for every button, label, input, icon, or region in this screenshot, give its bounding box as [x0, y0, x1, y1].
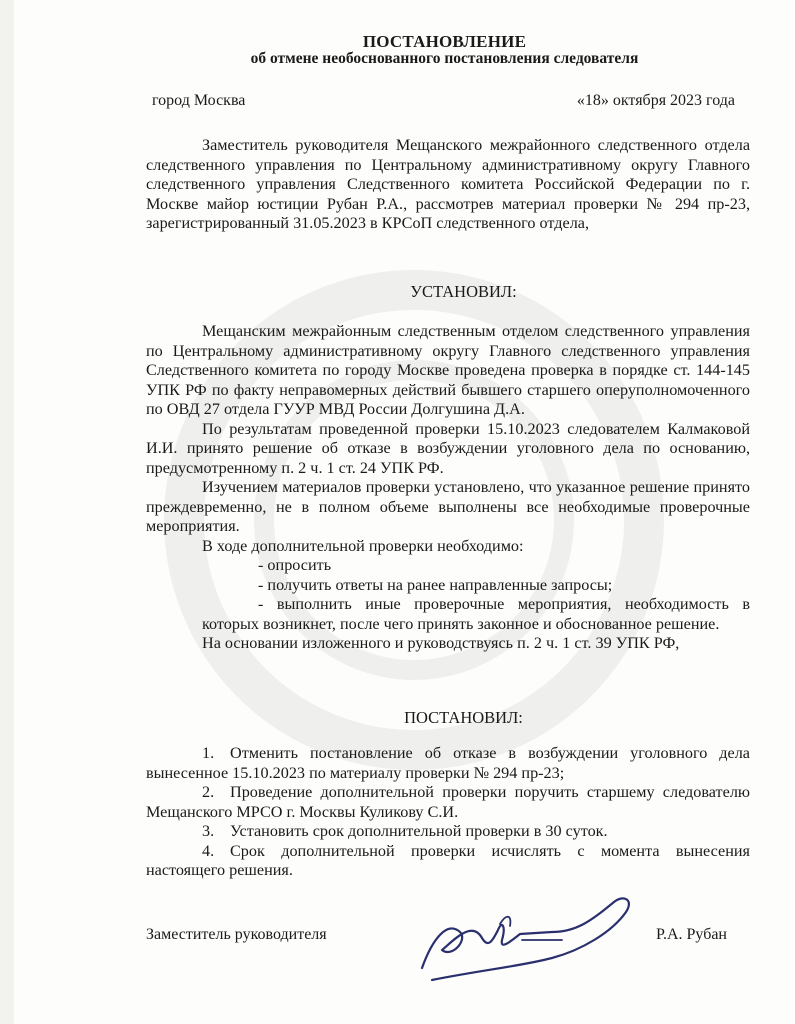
resolutions-block	[146, 744, 750, 881]
resolution-number: 2.	[202, 783, 215, 801]
resolution-item	[146, 783, 750, 822]
document-title: ПОСТАНОВЛЕНИЕ	[362, 32, 527, 51]
bullet-item: - выполнить иные проверочные мероприятия, необходимость в которых возникнет, после чего принять законное и обоснованное решение.	[202, 595, 750, 633]
basis-paragraph: На основании изложенного и руководствуясь п. 2 ч. 1 ст. 39 УПК РФ,	[202, 634, 680, 652]
date-text: «18» октября 2023 года	[576, 92, 735, 109]
additional-check-intro: В ходе дополнительной проверки необходимо:	[202, 536, 524, 555]
place-text: город Москва	[152, 92, 246, 109]
document-subtitle: об отмене необоснованного постановления следователя	[250, 50, 639, 67]
resolution-item	[146, 822, 750, 842]
intro-paragraph: Заместитель руководителя Мещанского межрайонного следственного отдела следственного управления по Центральному административному округу Главного следственного управления Следственного комитета Российской Федерации по г. Москве майор юстиции Рубан Р.А., рассмотрев материал проверки № 294 пр-23, зарегистрированный 31.05.2023 в КРСоП следственного отдела,	[146, 136, 750, 232]
bullet-item: - получить ответы на ранее направленные запросы;	[258, 575, 613, 594]
signature-role: Заместитель руководителя	[146, 926, 327, 943]
established-paragraph: Изучением материалов проверки установлено, что указанное решение принято преждевременно, не в полном объеме выполнены все необходимые проверочные мероприятия.	[146, 478, 750, 535]
bullet-item: - опросить	[258, 556, 332, 574]
resolution-item	[146, 744, 750, 783]
handwritten-signature-icon	[402, 880, 642, 990]
resolution-number: 3.	[202, 822, 215, 840]
resolution-number: 1.	[202, 744, 215, 762]
established-paragraph: По результатам проведенной проверки 15.10.2023 следователем Калмаковой И.И. принято решение об отказе в возбуждении уголовного дела по основанию, предусмотренному п. 2 ч. 1 ст. 24 УПК РФ.	[146, 419, 750, 477]
resolution-text: Проведение дополнительной проверки поручить старшему следователю Мещанского МРСО г. Москвы Куликову С.И.	[146, 783, 750, 821]
resolution-item	[146, 842, 750, 881]
resolution-text: Установить срок дополнительной проверки в 30 суток.	[230, 822, 608, 840]
established-heading: УСТАНОВИЛ:	[410, 282, 517, 301]
signature-name: Р.А. Рубан	[656, 926, 727, 943]
resolution-text: Отменить постановление об отказе в возбуждении уголовного дела вынесенное 15.10.2023 по материалу проверки № 294 пр-23;	[146, 744, 750, 782]
intro-paragraph-block	[146, 136, 750, 234]
resolution-text: Срок дополнительной проверки исчислять с момента вынесения настоящего решения.	[146, 841, 750, 879]
established-paragraph: Мещанским межрайонным следственным отделом следственного управления по Центральному административному округу Главного следственного управления Следственного комитета по городу Москве проведена проверка в порядке ст. 144-145 УПК РФ по факту неправомерных действий бывшего старшего оперуполномоченного по ОВД 27 отдела ГУУР МВД России Долгушина Д.А.	[146, 322, 750, 418]
resolved-heading: ПОСТАНОВИЛ:	[404, 708, 523, 727]
resolution-number: 4.	[202, 841, 215, 860]
established-block	[146, 322, 750, 654]
